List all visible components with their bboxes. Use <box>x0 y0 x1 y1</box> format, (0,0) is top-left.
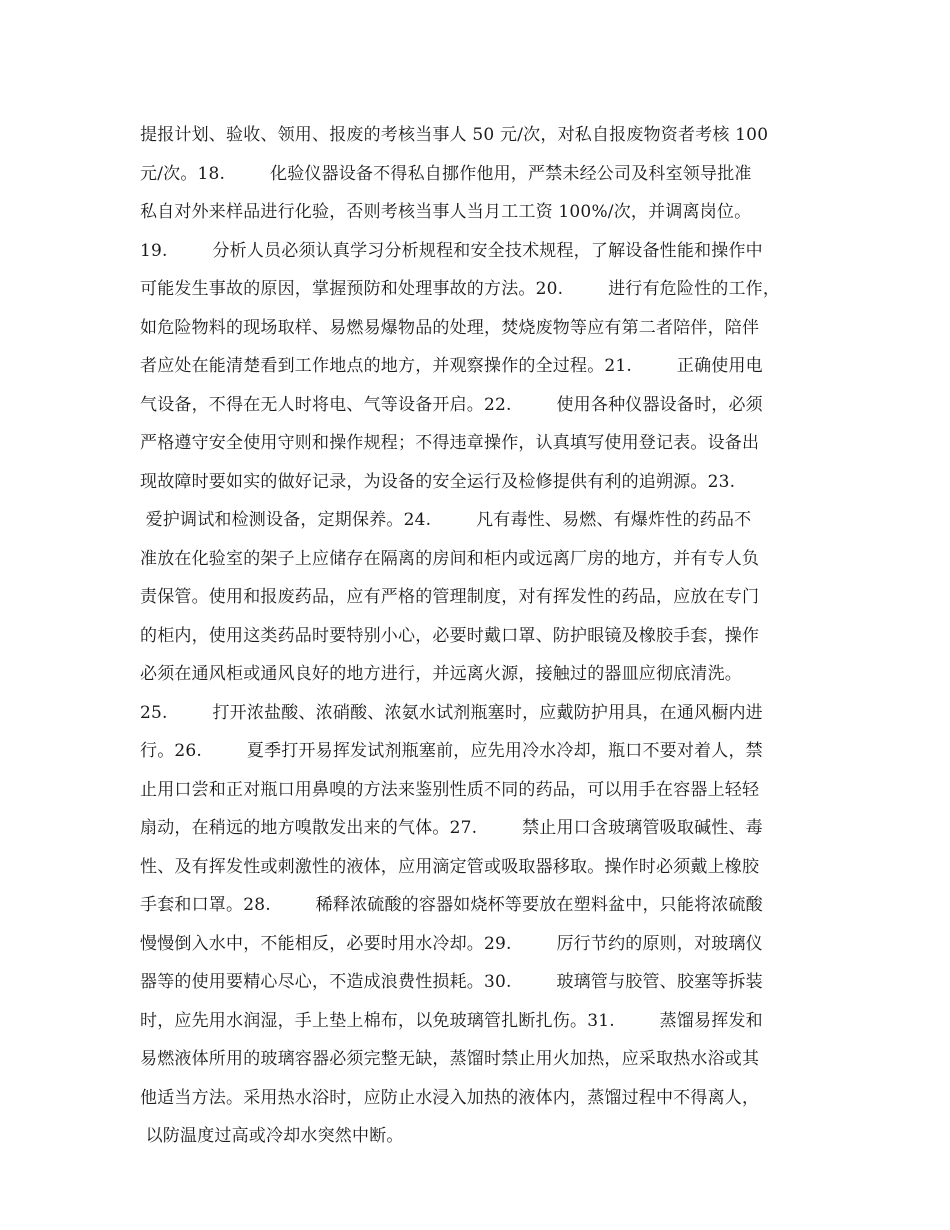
text-line: 的柜内，使用这类药品时要特别小心，必要时戴口罩、防护眼镜及橡胶手套，操作 <box>140 625 760 646</box>
text-line: 手套和口罩。28. 稀释浓硫酸的容器如烧杯等要放在塑料盆中，只能将浓硫酸 <box>140 895 763 915</box>
text-line: 止用口尝和正对瓶口用鼻嗅的方法来鉴别性质不同的药品，可以用手在容器上轻轻 <box>140 779 760 800</box>
text-line: 易燃液体所用的玻璃容器必须完整无缺，蒸馏时禁止用火加热，应采取热水浴或其 <box>140 1049 760 1069</box>
text-line: 器等的使用要精心尽心，不造成浪费性损耗。30. 玻璃管与胶管、胶塞等拆装 <box>140 972 763 992</box>
text-line: 时，应先用水润湿，手上垫上棉布，以免玻璃管扎断扎伤。31. 蒸馏易挥发和 <box>140 1010 763 1031</box>
text-line: 者应处在能清楚看到工作地点的地方，并观察操作的全过程。21. 正确使用电 <box>140 356 763 376</box>
text-line: 责保管。使用和报废药品，应有严格的管理制度，对有挥发性的药品，应放在专门 <box>140 587 760 607</box>
text-line: 以防温度过高或冷却水突然中断。 <box>140 1126 404 1146</box>
text-line: 现故障时要如实的做好记录，为设备的安全运行及检修提供有利的追朔源。23. <box>140 471 736 492</box>
text-line: 扇动，在稍远的地方嗅散发出来的气体。27. 禁止用口含玻璃管吸取碱性、毒 <box>140 818 763 838</box>
text-line: 行。26. 夏季打开易挥发试剂瓶塞前，应先用冷水冷却，瓶口不要对着人，禁 <box>140 741 763 761</box>
text-line: 25. 打开浓盐酸、浓硝酸、浓氨水试剂瓶塞时，应戴防护用具，在通风橱内进 <box>140 702 763 723</box>
text-line: 他适当方法。采用热水浴时，应防止水浸入加热的液体内，蒸馏过程中不得离人， <box>140 1087 760 1108</box>
text-line: 元/次。18. 化验仪器设备不得私自挪作他用，严禁未经公司及科室领导批准 <box>140 163 752 184</box>
text-line: 慢慢倒入水中，不能相反，必要时用水冷却。29. 厉行节约的原则，对玻璃仪 <box>140 933 763 954</box>
text-line: 提报计划、验收、领用、报废的考核当事人 50 元/次，对私自报废物资者考核 100 <box>140 125 769 145</box>
text-line: 爱护调试和检测设备，定期保养。24. 凡有毒性、易燃、有爆炸性的药品不 <box>140 510 752 530</box>
text-line: 性、及有挥发性或刺激性的液体，应用滴定管或吸取器移取。操作时必须戴上橡胶 <box>140 856 760 877</box>
text-line: 可能发生事故的原因，掌握预防和处理事故的方法。20. 进行有危险性的工作， <box>140 279 781 299</box>
text-line: 必须在通风柜或通风良好的地方进行，并远离火源，接触过的器皿应彻底清洗。 <box>140 664 742 684</box>
text-line: 气设备，不得在无人时将电、气等设备开启。22. 使用各种仪器设备时，必须 <box>140 394 763 415</box>
text-line: 如危险物料的现场取样、易燃易爆物品的处理，焚烧废物等应有第二者陪伴，陪伴 <box>140 317 760 338</box>
text-line: 19. 分析人员必须认真学习分析规程和安全技术规程，了解设备性能和操作中 <box>140 240 763 261</box>
text-line: 私自对外来样品进行化验，否则考核当事人当月工工资 100%/次，并调离岗位。 <box>140 202 752 222</box>
text-line: 准放在化验室的架子上应储存在隔离的房间和柜内或远离厂房的地方，并有专人负 <box>140 548 760 569</box>
body-text <box>140 116 840 1156</box>
text-line: 严格遵守安全使用守则和操作规程；不得违章操作，认真填写使用登记表。设备出 <box>140 433 760 453</box>
